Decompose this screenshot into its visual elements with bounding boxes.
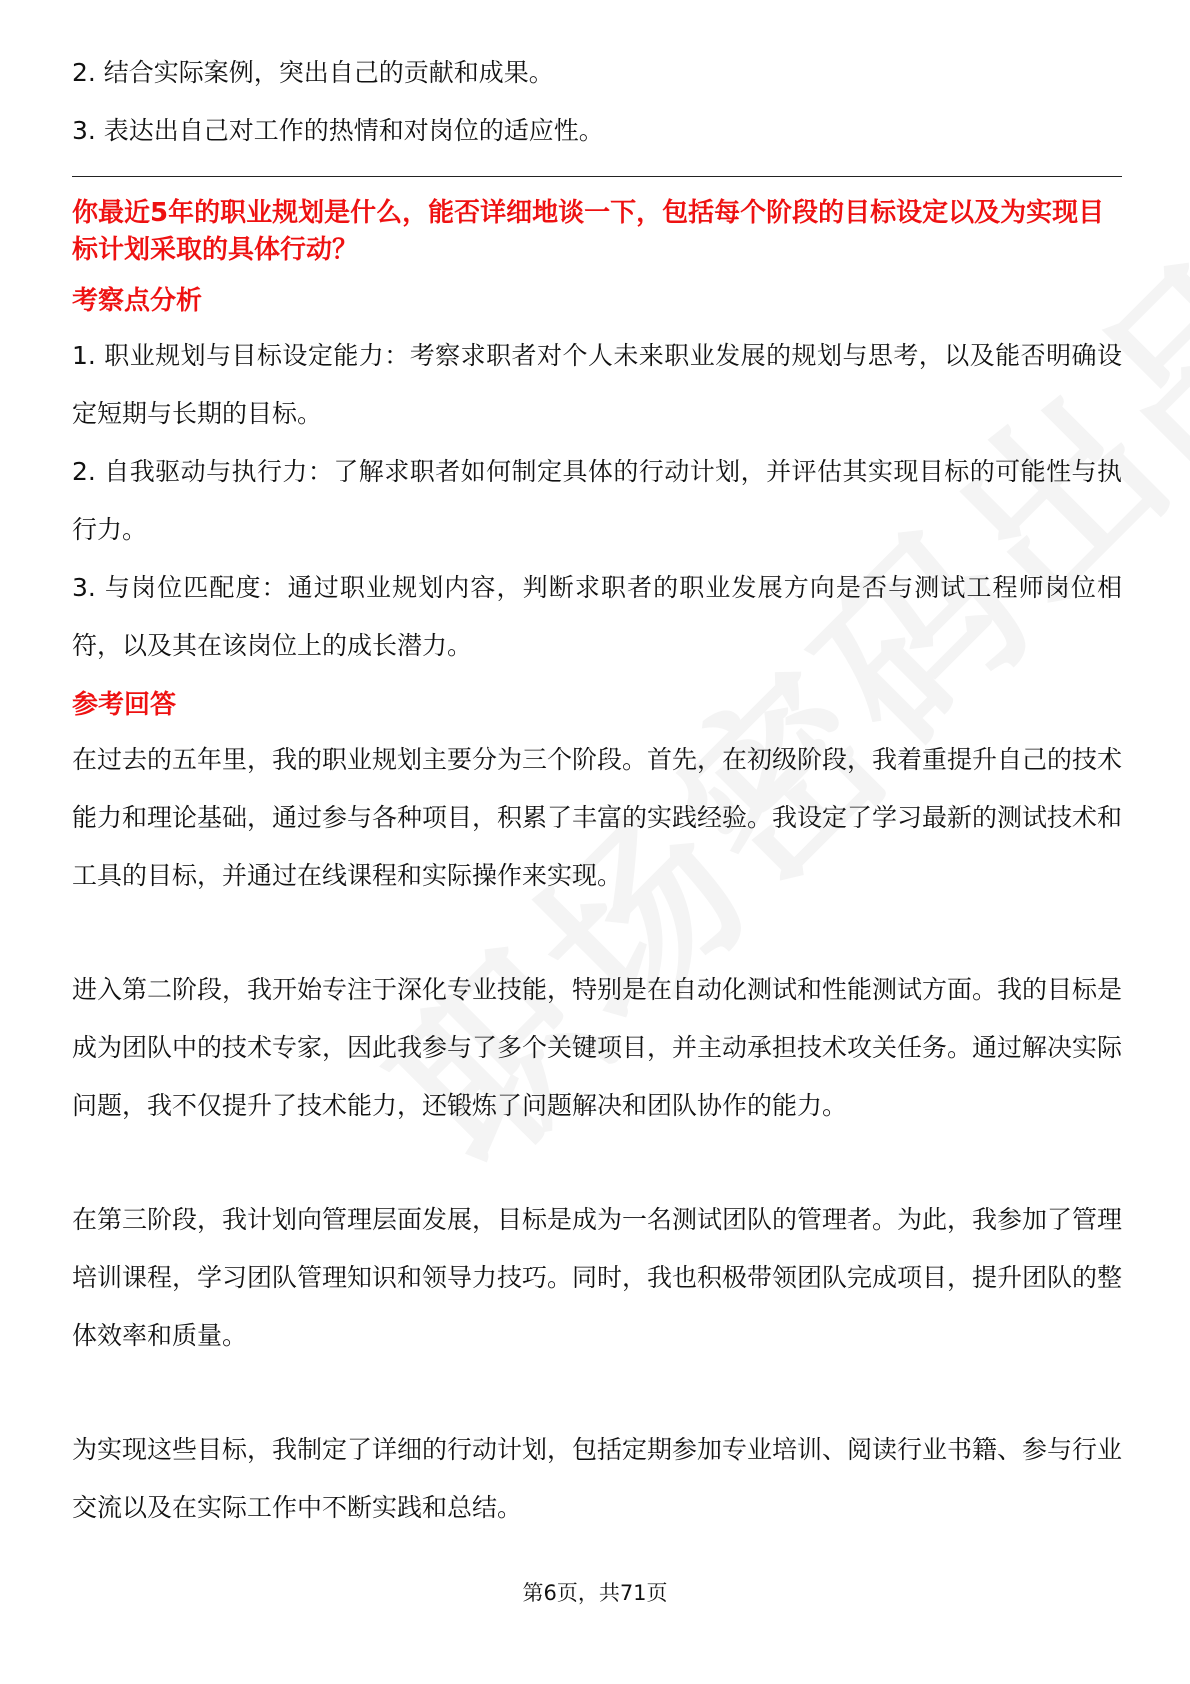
interview-question: 你最近5年的职业规划是什么，能否详细地谈一下，包括每个阶段的目标设定以及为实现目标计划采取的具体行动？: [72, 198, 1105, 265]
answer-paragraph-stage2: 进入第二阶段，我开始专注于深化专业技能，特别是在自动化测试和性能测试方面。我的目标是成为团队中的技术专家，因此我参与了多个关键项目，并主动承担技术攻关任务。通过解决实际问题，我不仅提升了技术能力，还锻炼了问题解决和团队协作的能力。: [72, 975, 1123, 1120]
list-item-passion: 3. 表达出自己对工作的热情和对岗位的适应性。: [72, 116, 604, 145]
analysis-item-execution: 2. 自我驱动与执行力：了解求职者如何制定具体的行动计划，并评估其实现目标的可能性与执行力。: [72, 457, 1122, 544]
paragraph-spacer: [72, 1135, 1122, 1191]
section-divider: [72, 176, 1122, 177]
answer-paragraph-stage1: 在过去的五年里，我的职业规划主要分为三个阶段。首先，在初级阶段，我着重提升自己的技术能力和理论基础，通过参与各种项目，积累了丰富的实践经验。我设定了学习最新的测试技术和工具的目标，并通过在线课程和实际操作来实现。: [72, 745, 1123, 890]
answer-heading: 参考回答: [72, 690, 177, 720]
page-number: 第6页，共71页: [522, 1581, 668, 1605]
analysis-item-fit: 3. 与岗位匹配度：通过职业规划内容，判断求职者的职业发展方向是否与测试工程师岗位相符，以及其在该岗位上的成长潜力。: [72, 573, 1122, 660]
analysis-item-planning: 1. 职业规划与目标设定能力：考察求职者对个人未来职业发展的规划与思考，以及能否明确设定短期与长期的目标。: [72, 341, 1122, 428]
answer-paragraph-action-plan: 为实现这些目标，我制定了详细的行动计划，包括定期参加专业培训、阅读行业书籍、参与行业交流以及在实际工作中不断实践和总结。: [72, 1435, 1123, 1522]
list-item-contribution: 2. 结合实际案例，突出自己的贡献和成果。: [72, 58, 554, 87]
page-content: [72, 44, 1122, 1537]
answer-paragraph-stage3: 在第三阶段，我计划向管理层面发展，目标是成为一名测试团队的管理者。为此，我参加了管理培训课程，学习团队管理知识和领导力技巧。同时，我也积极带领团队完成项目，提升团队的整体效率和质量。: [72, 1205, 1123, 1350]
paragraph-spacer: [72, 905, 1122, 961]
paragraph-spacer: [72, 1365, 1122, 1421]
analysis-heading: 考察点分析: [72, 286, 203, 316]
